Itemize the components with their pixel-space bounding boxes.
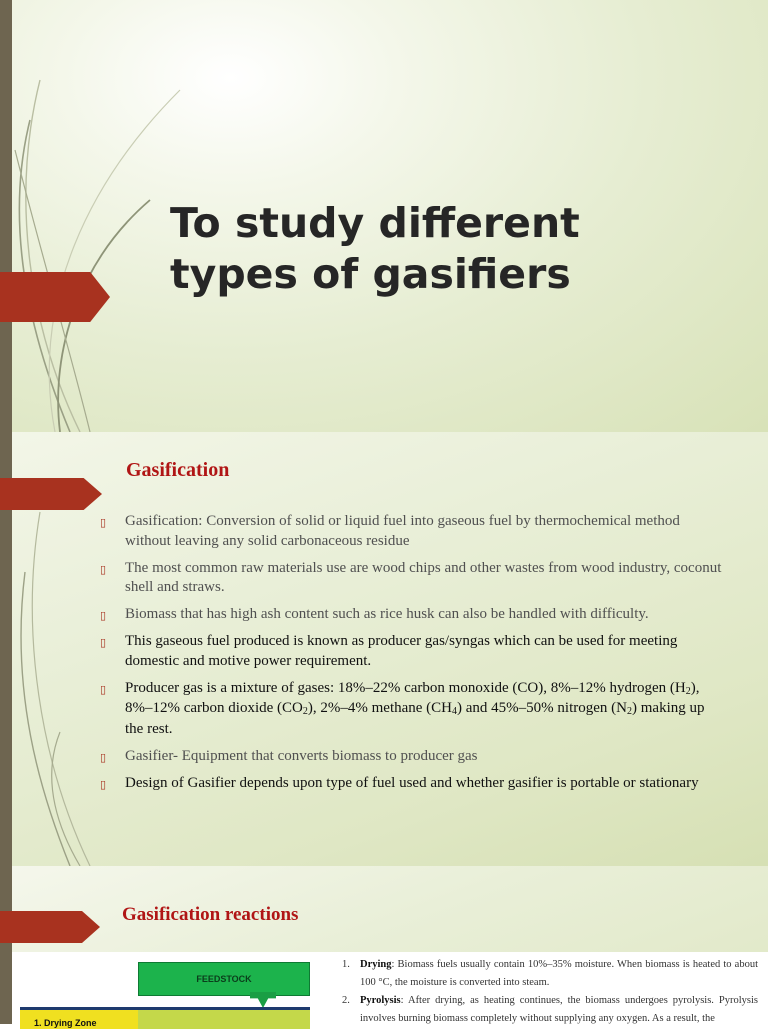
- bullet-item: [100, 605, 725, 625]
- item-number: 2.: [342, 995, 350, 1006]
- square-bullet-icon: ▯: [100, 562, 107, 576]
- zone-bar: [138, 1007, 310, 1029]
- feedstock-box: FEEDSTOCK: [138, 962, 310, 996]
- red-arrow-shape: [0, 478, 102, 510]
- bullet-text: Biomass that has high ash content such as rice husk can also be handled with difficulty.: [125, 606, 649, 622]
- bullet-text: Gasifier- Equipment that converts biomass to producer gas: [125, 747, 478, 764]
- slide-title-line-2: types of gasifiers: [170, 250, 571, 298]
- bullet-list: [100, 512, 725, 801]
- item-text: : Biomass fuels usually contain 10%–35% moisture. When biomass is heated to about 100 °C, the moisture is converted into steam.: [360, 959, 758, 988]
- item-text: : After drying, as heating continues, the biomass undergoes pyrolysis. Pyrolysis involves burning biomass completely without supplying any oxygen. As a result, the: [360, 995, 758, 1024]
- item-term: Drying: [360, 959, 392, 970]
- square-bullet-icon: ▯: [100, 516, 107, 529]
- title-slide: [0, 0, 768, 432]
- bullet-item-producer-gas: [100, 679, 725, 740]
- red-arrow-shape: [0, 911, 100, 943]
- item-number: 1.: [342, 959, 350, 970]
- slide-title-line-1: To study different: [170, 199, 580, 247]
- square-bullet-icon: ▯: [100, 750, 107, 764]
- reaction-item: [330, 992, 758, 1028]
- bullet-item: [100, 512, 725, 551]
- left-accent-bar: [0, 866, 12, 1024]
- square-bullet-icon: ▯: [100, 682, 107, 696]
- bullet-text: Producer gas is a mixture of gases: 18%–22% carbon monoxide (CO), 8%–12% hydrogen $(H_2)$, 8%–12% carbon dioxide $(CO_2)$, 2%–4% methane $(CH_4)$ and 45%–50% nitrogen $(N_2)$ making up the rest.: [125, 679, 705, 737]
- bullet-text: The most common raw materials use are wood chips and other wastes from wood industry, coconut shell and straws.: [125, 559, 722, 595]
- bullet-text: Design of Gasifier depends upon type of fuel used and whether gasifier is portable or stationary: [125, 774, 699, 791]
- bullet-text: This gaseous fuel produced is known as producer gas/syngas which can be used for meeting domestic and motive power requirement.: [125, 633, 678, 669]
- section-title: Gasification reactions: [122, 904, 299, 925]
- down-arrow-icon: [250, 992, 276, 1008]
- square-bullet-icon: ▯: [100, 609, 107, 622]
- red-arrow-shape: [0, 272, 110, 322]
- bullet-item: [100, 559, 725, 598]
- slide-title: [170, 198, 730, 300]
- reaction-item: [330, 956, 758, 992]
- reactions-list: [330, 956, 758, 1028]
- drying-zone-box: 1. Drying Zone: [20, 1007, 146, 1029]
- bullet-item: [100, 747, 725, 767]
- gasification-figure: [12, 952, 768, 1028]
- left-accent-bar: [0, 0, 12, 432]
- section-title: Gasification: [126, 459, 230, 481]
- square-bullet-icon: ▯: [100, 777, 107, 791]
- item-term: Pyrolysis: [360, 995, 401, 1006]
- bullet-item: [100, 774, 725, 794]
- square-bullet-icon: ▯: [100, 636, 107, 649]
- bullet-text: Gasification: Conversion of solid or liquid fuel into gaseous fuel by thermochemical method without leaving any solid carbonaceous residue: [125, 513, 680, 549]
- bullet-item: [100, 632, 725, 671]
